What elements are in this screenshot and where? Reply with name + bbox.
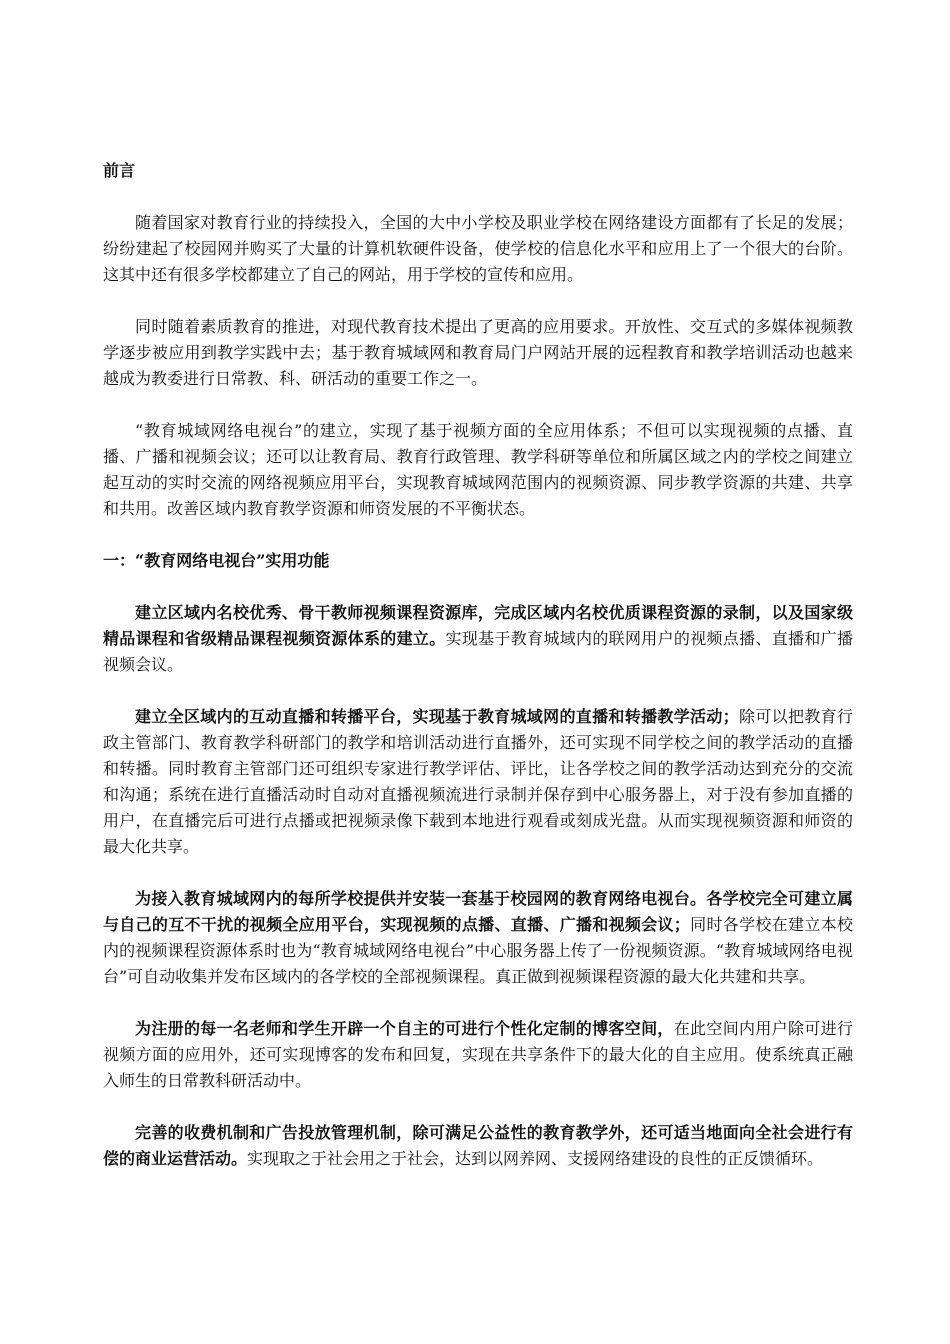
spacer (103, 392, 853, 418)
section-heading: 一：“教育网络电视台”实用功能 (103, 551, 330, 570)
spacer (103, 1094, 853, 1120)
feature-paragraph-3 (103, 886, 853, 990)
page-title: 前言 (103, 161, 136, 180)
spacer (103, 288, 853, 314)
feature-lead: 建立全区域内的互动直播和转播平台，实现基于教育城域网的直播和转播教学活动； (135, 707, 739, 726)
document-page (103, 158, 853, 1172)
intro-paragraph-3: “教育城域网络电视台”的建立，实现了基于视频方面的全应用体系；不但可以实现视频的点播、直播、广播和视频会议；还可以让教育局、教育行政管理、教学科研等单位和所属区域之内的学校之间建立起互动的实时交流的网络视频应用平台，实现教育城域网范围内的视频资源、同步教学资源的共建、共享和共用。改善区域内教育教学资源和师资发展的不平衡状态。 (103, 421, 853, 518)
feature-body: 实现基于教育城域内的联网用户的视频点播、直播和广播视频会议。 (103, 629, 853, 674)
feature-paragraph-5 (103, 1120, 853, 1172)
feature-body: 同时各学校在建立本校内的视频课程资源体系时也为“教育城域网络电视台”中心服务器上传了一份视频资源。“教育城域网络电视台”可自动收集并发布区域内的各学校的全部视频课程。真正做到视频课程资源的最大化共建和共享。 (103, 915, 853, 986)
spacer (103, 574, 853, 600)
intro-paragraph-1: 随着国家对教育行业的持续投入，全国的大中小学校及职业学校在网络建设方面都有了长足的发展；纷纷建起了校园网并购买了大量的计算机软硬件设备，使学校的信息化水平和应用上了一个很大的台阶。这其中还有很多学校都建立了自己的网站，用于学校的宣传和应用。 (103, 213, 853, 284)
spacer (103, 184, 853, 210)
feature-lead: 完善的收费机制和广告投放管理机制，除可满足公益性的教育教学外，还可适当地面向全社会进行有偿的商业运营活动。 (103, 1123, 853, 1168)
feature-paragraph-2 (103, 704, 853, 860)
feature-lead: 为注册的每一名老师和学生开辟一个自主的可进行个性化定制的博客空间， (135, 1019, 674, 1038)
feature-paragraph-4 (103, 1016, 853, 1094)
intro-paragraph-2: 同时随着素质教育的推进，对现代教育技术提出了更高的应用要求。开放性、交互式的多媒体视频教学逐步被应用到教学实践中去；基于教育城域网和教育局门户网站开展的远程教育和教学培训活动也越来越成为教委进行日常教、科、研活动的重要工作之一。 (103, 317, 853, 388)
feature-body: 实现取之于社会用之于社会，达到以网养网、支援网络建设的良性的正反馈循环。 (247, 1149, 824, 1168)
feature-body: 在此空间内用户除可进行视频方面的应用外，还可实现博客的发布和回复，实现在共享条件下的最大化的自主应用。使系统真正融入师生的日常教科研活动中。 (103, 1019, 853, 1090)
spacer (103, 522, 853, 548)
feature-lead: 建立区域内名校优秀、骨干教师视频课程资源库，完成区域内名校优质课程资源的录制，以及国家级精品课程和省级精品课程视频资源体系的建立。 (103, 603, 853, 648)
spacer (103, 860, 853, 886)
feature-lead: 为接入教育城域网内的每所学校提供并安装一套基于校园网的教育网络电视台。各学校完全可建立属与自己的互不干扰的视频全应用平台，实现视频的点播、直播、广播和视频会议； (103, 889, 853, 934)
spacer (103, 678, 853, 704)
feature-paragraph-1 (103, 600, 853, 678)
spacer (103, 990, 853, 1016)
feature-body: 除可以把教育行政主管部门、教育教学科研部门的教学和培训活动进行直播外，还可实现不同学校之间的教学活动的直播和转播。同时教育主管部门还可组织专家进行教学评估、评比，让各学校之间的教学活动达到充分的交流和沟通；系统在进行直播活动时自动对直播视频流进行录制并保存到中心服务器上，对于没有参加直播的用户，在直播完后可进行点播或把视频录像下载到本地进行观看或刻成光盘。从而实现视频资源和师资的最大化共享。 (103, 707, 853, 856)
